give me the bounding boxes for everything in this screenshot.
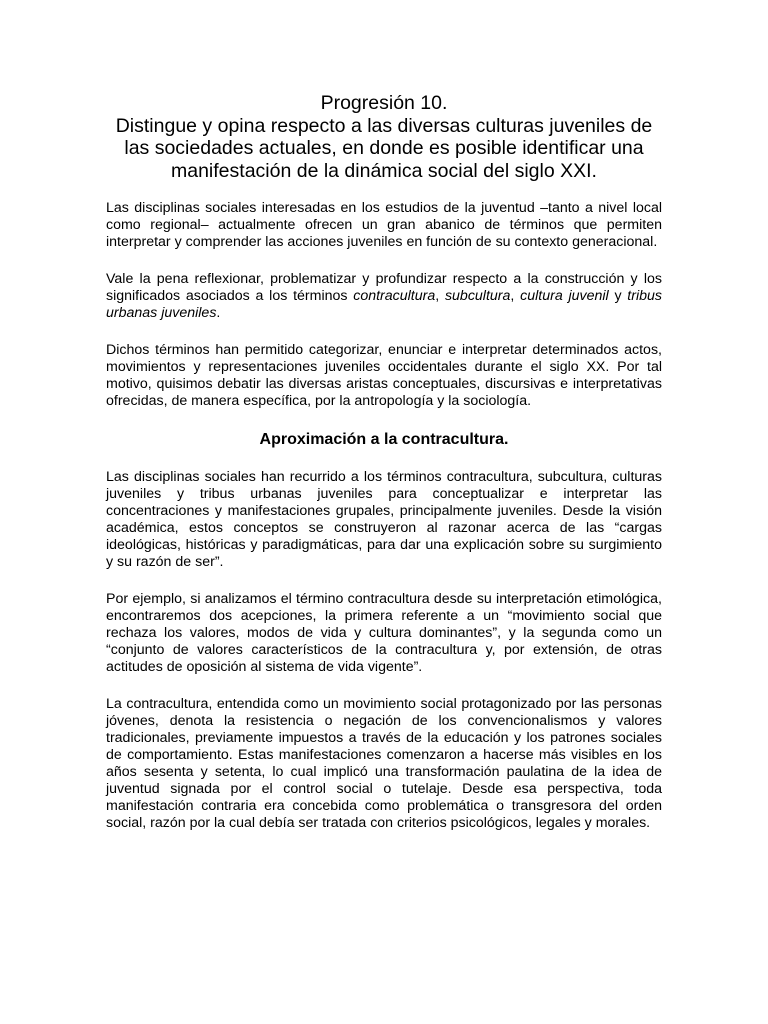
term-contracultura: contracultura	[353, 288, 436, 304]
p2-sep-1: ,	[435, 288, 445, 304]
progression-number: Progresión 10.	[320, 92, 448, 114]
intro-paragraph-1: Las disciplinas sociales interesadas en los estudios de la juventud –tanto a nivel local como regional– actualmente ofrecen un gran abanico de términos que permiten interpretar y comprender las acciones juveniles en función de su contexto generacional.	[106, 200, 662, 250]
term-subcultura: subcultura	[444, 288, 511, 304]
document-title	[106, 92, 662, 182]
term-tribus-urbanas: tribus urbanas juveniles	[106, 288, 662, 321]
intro-paragraph-3: Dichos términos han permitido categorizar, enunciar e interpretar determinados actos, movimientos y representaciones juveniles occidentales durante el siglo XX. Por tal motivo, quisimos debatir las diversas aristas conceptuales, discursivas e interpretativas ofrecidas, de manera específica, por la antropología y la sociología.	[106, 342, 662, 409]
p2-text-before: Vale la pena reflexionar, problematizar y profundizar respecto a la construcción y los significados asociados a los términos	[106, 271, 662, 304]
section-paragraph-2: Por ejemplo, si analizamos el término contracultura desde su interpretación etimológica, encontraremos dos acepciones, la primera referente a un “movimiento social que rechaza los valores, modos de vida y cultura dominantes”, y la segunda como un “conjunto de valores característicos de la contracultura y, por extensión, de otras actitudes de oposición al sistema de vida vigente”.	[106, 591, 662, 675]
term-cultura-juvenil: cultura juvenil	[520, 288, 609, 304]
p2-sep-3: y	[608, 288, 628, 304]
intro-paragraph-2	[106, 271, 662, 322]
section-paragraph-1: Las disciplinas sociales han recurrido a los términos contracultura, subcultura, culturas juveniles y tribus urbanas juveniles para conceptualizar e interpretar las concentraciones y manifestaciones grupales, principalmente juveniles. Desde la visión académica, estos conceptos se construyeron al razonar acerca de las “cargas ideológicas, históricas y paradigmáticas, para dar una explicación sobre su surgimiento y su razón de ser”.	[106, 469, 662, 570]
p2-sep-2: ,	[510, 288, 521, 304]
document-page	[106, 92, 662, 852]
section-heading: Aproximación a la contracultura.	[259, 431, 509, 448]
progression-statement: Distingue y opina respecto a las diversas culturas juveniles de las sociedades actuales, en donde es posible identificar una manifestación de la dinámica social del siglo XXI.	[115, 114, 653, 182]
p2-end: .	[216, 305, 221, 321]
section-paragraph-3: La contracultura, entendida como un movimiento social protagonizado por las personas jóvenes, denota la resistencia o negación de los convencionalismos y valores tradicionales, previamente impuestos a través de la educación y los patrones sociales de comportamiento. Estas manifestaciones comenzaron a hacerse más visibles en los años sesenta y setenta, lo cual implicó una transformación paulatina de la idea de juventud signada por el control social o tutelaje. Desde esa perspectiva, toda manifestación contraria era concebida como problemática o transgresora del orden social, razón por la cual debía ser tratada con criterios psicológicos, legales y morales.	[106, 696, 662, 831]
